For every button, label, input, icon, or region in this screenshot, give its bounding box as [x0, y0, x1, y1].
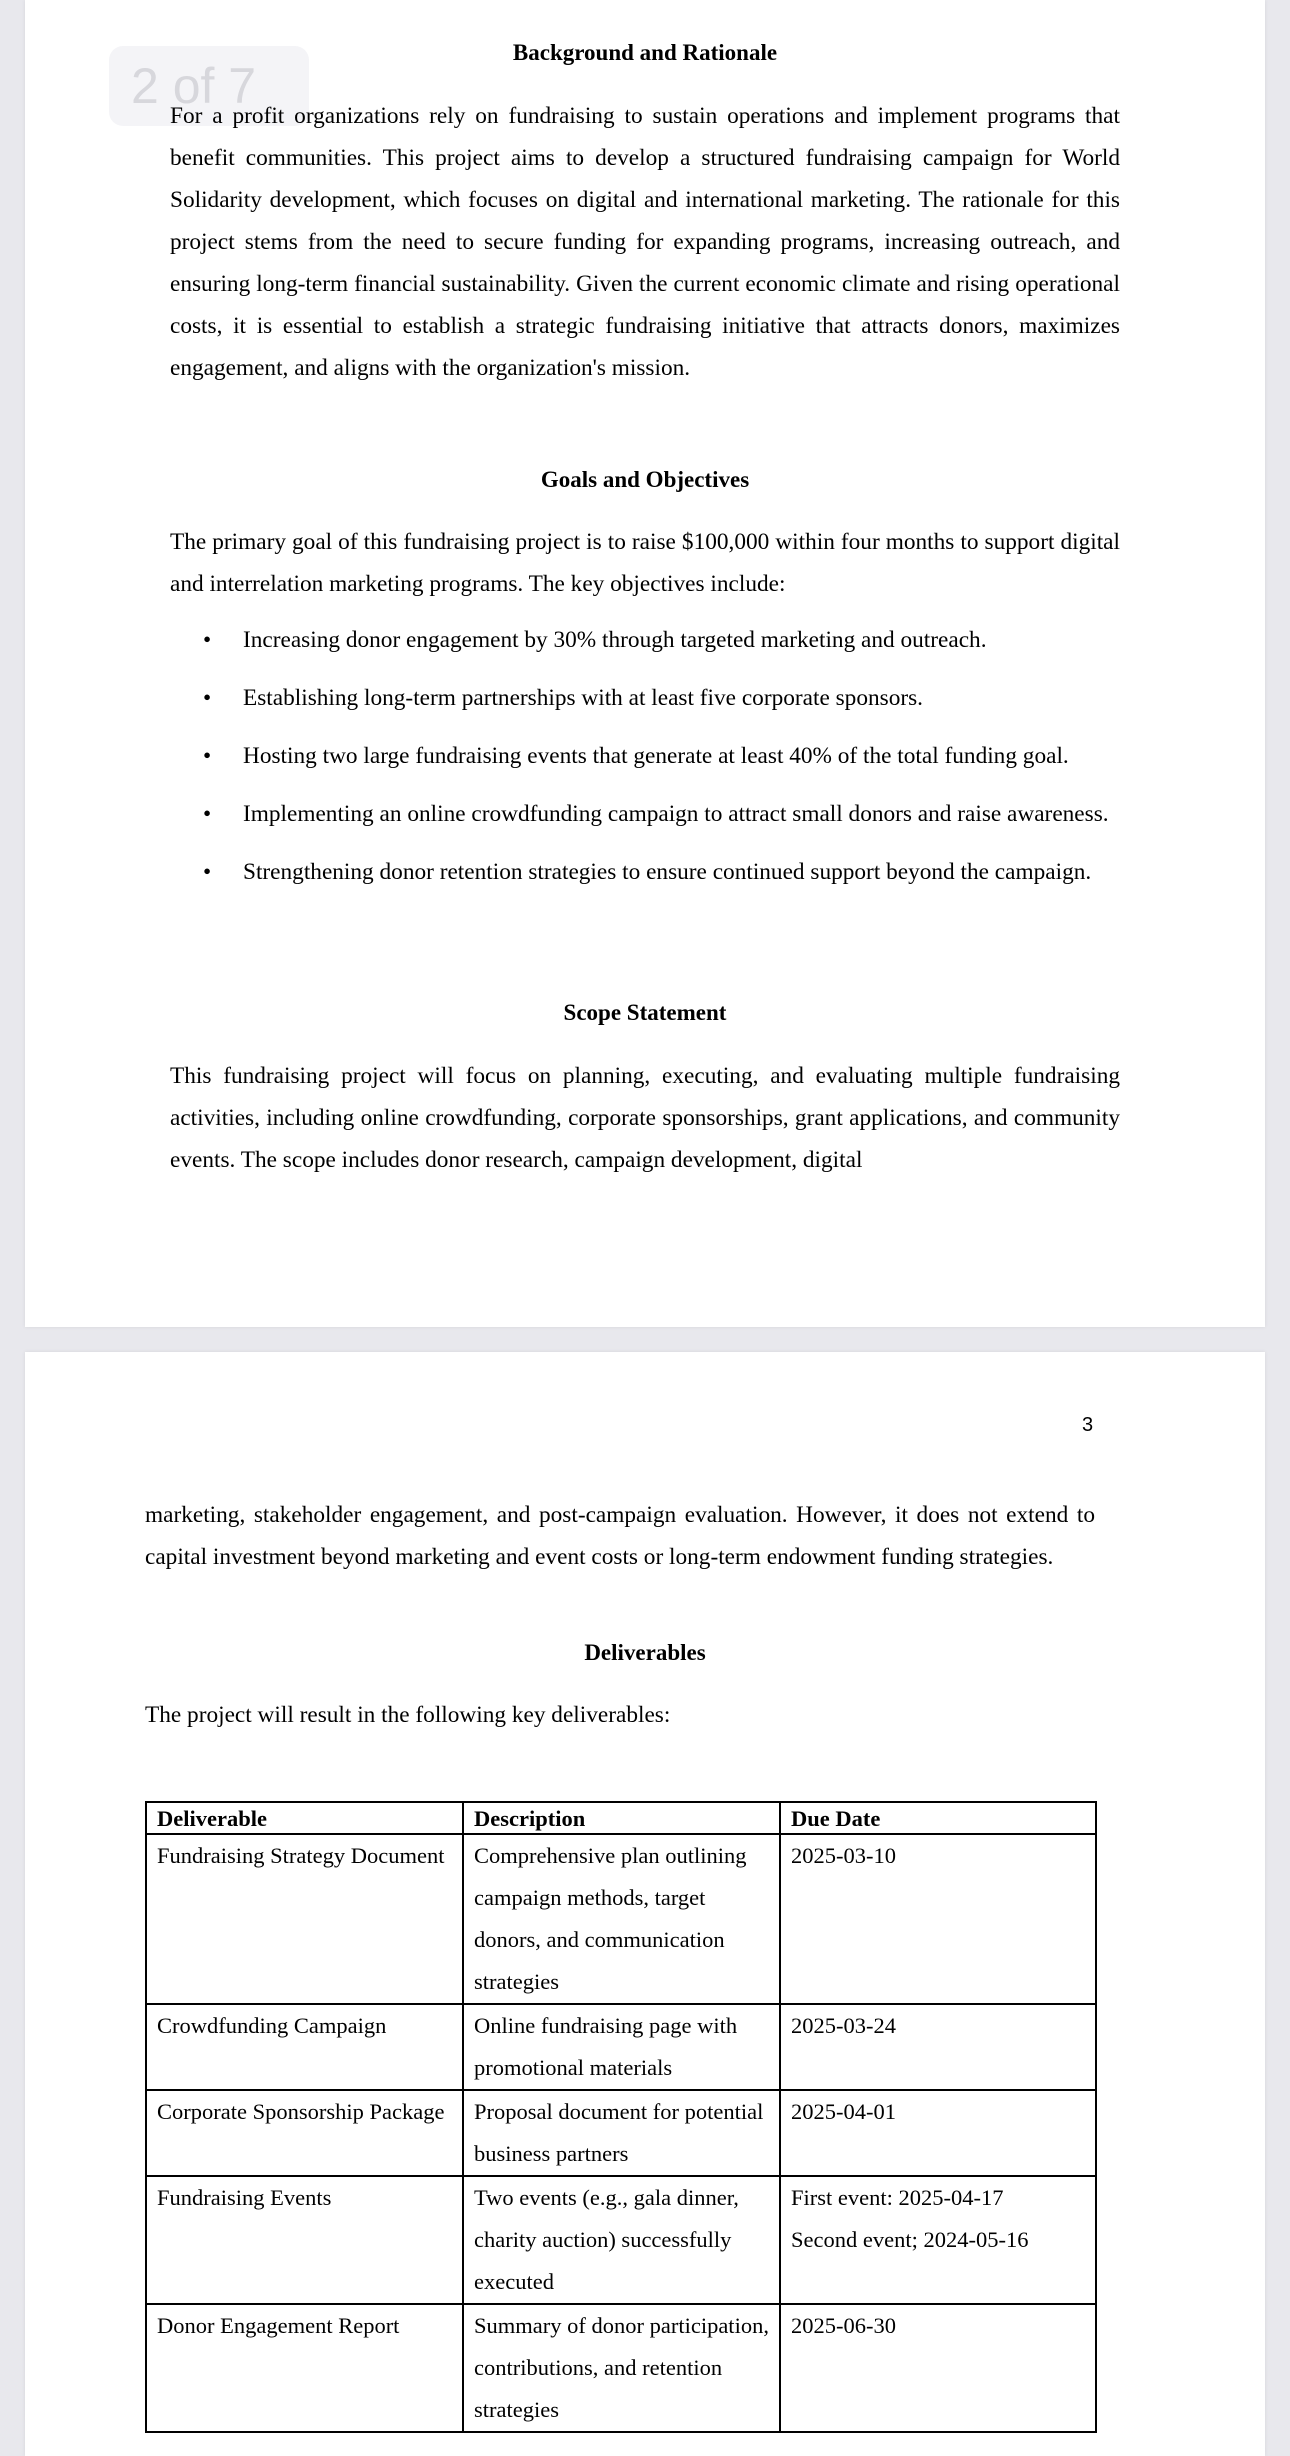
- deliverable-cell: Corporate Sponsorship Package: [146, 2090, 463, 2176]
- scope-heading: Scope Statement: [563, 1000, 727, 1025]
- due-date: First event: 2025-04-17: [791, 2185, 1004, 2210]
- table-row: [146, 1834, 1096, 2004]
- column-header: Due Date: [780, 1802, 1096, 1834]
- description-cell: Online fundraising page with promotional materials: [463, 2004, 780, 2090]
- objective-item: • Strengthening donor retention strategies to ensure continued support beyond the campaign.: [170, 851, 1120, 893]
- due-date-cell: [780, 2004, 1096, 2090]
- objective-item: • Implementing an online crowdfunding campaign to attract small donors and raise awareness.: [170, 793, 1120, 835]
- goals-heading: Goals and Objectives: [540, 467, 750, 492]
- document-page-2: [25, 0, 1265, 1327]
- table-row: [146, 2004, 1096, 2090]
- due-date-cell: [780, 2090, 1096, 2176]
- deliverables-intro: The project will result in the following key deliverables:: [145, 1702, 671, 1728]
- page-indicator-badge: 2 of 7: [109, 46, 309, 126]
- due-date-cell: [780, 1834, 1096, 2004]
- deliverable-cell: Fundraising Events: [146, 2176, 463, 2304]
- due-date-cell: [780, 2304, 1096, 2432]
- background-paragraph: For a profit organizations rely on fundraising to sustain operations and implement programs that benefit communities. This project aims to develop a structured fundraising campaign for World Solidarity development, which focuses on digital and international marketing. The rationale for this project stems from the need to secure funding for expanding programs, increasing outreach, and ensuring long-term financial sustainability. Given the current economic climate and rising operational costs, it is essential to establish a strategic fundraising initiative that attracts donors, maximizes engagement, and aligns with the organization's mission.: [170, 103, 1120, 381]
- objective-item: • Increasing donor engagement by 30% through targeted marketing and outreach.: [170, 619, 1120, 661]
- objectives-list: [170, 619, 1120, 909]
- description-cell: Proposal document for potential business partners: [463, 2090, 780, 2176]
- table-row: [146, 2090, 1096, 2176]
- column-header: Deliverable: [146, 1802, 463, 1834]
- deliverables-heading: Deliverables: [584, 1640, 706, 1665]
- scope-paragraph: This fundraising project will focus on planning, executing, and evaluating multiple fundraising activities, including online crowdfunding, corporate sponsorships, grant applications, and community events. The scope includes donor research, campaign development, digital: [170, 1063, 1120, 1173]
- due-date-cell: [780, 2176, 1096, 2304]
- table-row: [146, 2176, 1096, 2304]
- table-header-row: [146, 1802, 1096, 1834]
- deliverable-cell: Crowdfunding Campaign: [146, 2004, 463, 2090]
- objective-item: • Establishing long-term partnerships with at least five corporate sponsors.: [170, 677, 1120, 719]
- description-cell: Two events (e.g., gala dinner, charity auction) successfully executed: [463, 2176, 780, 2304]
- due-date: 2025-03-24: [791, 2013, 896, 2038]
- due-date: Second event; 2024-05-16: [791, 2227, 1029, 2252]
- due-date: 2025-06-30: [791, 2313, 896, 2338]
- description-cell: Comprehensive plan outlining campaign methods, target donors, and communication strategies: [463, 1834, 780, 2004]
- goals-intro-paragraph: The primary goal of this fundraising project is to raise $100,000 within four months to support digital and interrelation marketing programs. The key objectives include:: [170, 529, 1120, 597]
- deliverables-table: [145, 1801, 1097, 2433]
- deliverable-cell: Donor Engagement Report: [146, 2304, 463, 2432]
- scope-continued-paragraph: marketing, stakeholder engagement, and post-campaign evaluation. However, it does not extend to capital investment beyond marketing and event costs or long-term endowment funding strategies.: [145, 1502, 1095, 1570]
- description-cell: Summary of donor participation, contributions, and retention strategies: [463, 2304, 780, 2432]
- background-heading: Background and Rationale: [512, 40, 778, 65]
- table-row: [146, 2304, 1096, 2432]
- deliverable-cell: Fundraising Strategy Document: [146, 1834, 463, 2004]
- objective-item: • Hosting two large fundraising events that generate at least 40% of the total funding goal.: [170, 735, 1120, 777]
- column-header: Description: [463, 1802, 780, 1834]
- page-number: 3: [1082, 1414, 1094, 1436]
- due-date: 2025-04-01: [791, 2099, 896, 2124]
- due-date: 2025-03-10: [791, 1843, 896, 1868]
